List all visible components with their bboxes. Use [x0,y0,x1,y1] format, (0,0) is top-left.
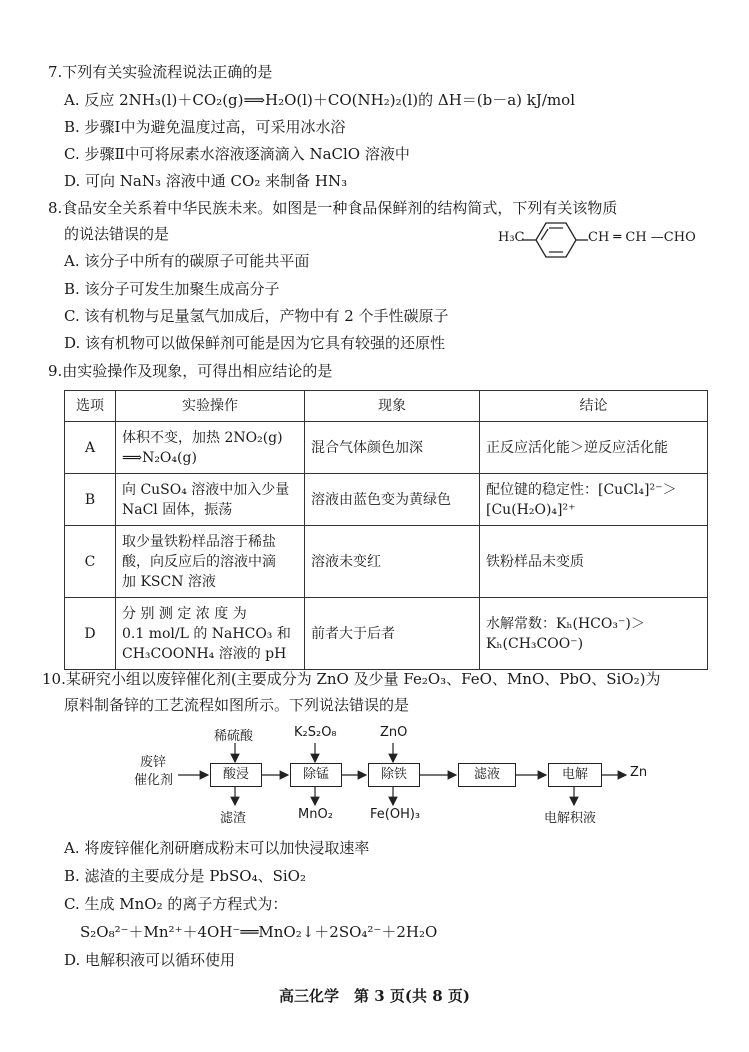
conclusion-line: 水解常数：Kₕ(HCO₃⁻)＞ [486,615,645,632]
q10-stem-line1: 10.某研究小组以废锌催化剂(主要成分为 ZnO 及少量 Fe₂O₃、FeO、MnO、PbO、SiO₂)为 [42,670,661,688]
conclusion-line: 配位键的稳定性：[CuCl₄]²⁻＞ [486,481,677,498]
q7-option-d: D. 可向 NaN₃ 溶液中通 CO₂ 来制备 HN₃ [64,172,348,190]
conclusion-line: Kₕ(CH₃COO⁻) [486,635,584,652]
reagent-zno: ZnO [380,725,408,740]
flow-input-bottom: 催化剂 [134,773,174,788]
option-cell: C [65,526,116,598]
phenomenon-cell: 混合气体颜色加深 [305,422,480,474]
experiment-table [64,390,708,670]
reagent-dilute-sulfuric-acid: 稀硫酸 [214,729,254,744]
page-footer: 高三化学 第 3 页(共 8 页) [279,987,470,1005]
operation-line: NaCl 固体，振荡 [122,501,233,518]
table-row [65,526,708,598]
q8-option-b: B. 该分子可发生加聚生成高分子 [64,280,280,298]
flow-step-electrolysis: 电解 [548,763,602,787]
q9-stem: 9.由实验操作及现象，可得出相应结论的是 [48,362,333,380]
flow-step-remove-fe: 除铁 [368,763,420,787]
operation-line: 加 KSCN 溶液 [122,573,216,590]
table-header-cell: 选项 [65,391,116,422]
q7-option-b: B. 步骤Ⅰ中为避免温度过高，可采用冰水浴 [64,118,346,136]
operation-line: 向 CuSO₄ 溶液中加入少量 [122,481,290,498]
conclusion-line: 正反应活化能＞逆反应活化能 [486,439,668,456]
q8-option-d: D. 该有机物可以做保鲜剂可能是因为它具有较强的还原性 [64,334,446,352]
operation-line: 体积不变，加热 2NO₂(g) [122,429,283,446]
table-header-cell: 结论 [480,391,708,422]
flow-step-filtrate: 滤液 [458,763,516,787]
conclusion-cell [480,422,708,474]
q8-option-c: C. 该有机物与足量氢气加成后，产物中有 2 个手性碳原子 [64,307,449,325]
q10-option-a: A. 将废锌催化剂研磨成粉末可以加快浸取速率 [64,839,370,857]
option-cell: A [65,422,116,474]
q7-stem: 7.下列有关实验流程说法正确的是 [48,63,273,81]
table-row [65,598,708,670]
q10-equation: S₂O₈²⁻＋Mn²⁺＋4OH⁻══MnO₂↓＋2SO₄²⁻＋2H₂O [80,923,438,941]
q7-option-a: A. 反应 2NH₃(l)＋CO₂(g)⟹H₂O(l)＋CO(NH₂)₂(l)的 ΔH＝(b－a) kJ/mol [64,91,576,109]
table-row [65,474,708,526]
flow-input-top: 废锌 [140,755,167,770]
phenomenon-cell: 前者大于后者 [305,598,480,670]
operation-line: 取少量铁粉样品溶于稀盐 [122,533,276,550]
conclusion-cell: 铁粉样品未变质 [480,526,708,598]
q8-stem-line1: 8.食品安全关系着中华民族未来。如图是一种食品保鲜剂的结构简式，下列有关该物质 [48,199,618,217]
byproduct-fe-oh-3: Fe(OH)₃ [370,807,421,822]
structure-methyl-label: H₃C [498,230,525,245]
option-cell: D [65,598,116,670]
operation-cell [116,422,305,474]
byproduct-electrolyte: 电解积液 [544,811,597,826]
flow-step-remove-mn: 除锰 [290,763,342,787]
byproduct-mno2: MnO₂ [298,807,333,822]
table-header-row [65,391,708,422]
operation-cell [116,598,305,670]
operation-line: 分 别 测 定 浓 度 为 [122,605,247,622]
phenomenon-cell: 溶液未变红 [305,526,480,598]
reagent-k2s2o8: K₂S₂O₈ [294,725,337,740]
conclusion-cell [480,474,708,526]
operation-line: 0.1 mol/L 的 NaHCO₃ 和 [122,625,291,642]
q10-stem-line2: 原料制备锌的工艺流程如图所示。下列说法错误的是 [64,696,410,714]
table-header-cell: 现象 [305,391,480,422]
process-flowchart [120,725,680,825]
q7-option-c: C. 步骤Ⅱ中可将尿素水溶液逐滴滴入 NaClO 溶液中 [64,145,410,163]
q10-option-d: D. 电解积液可以循环使用 [64,951,236,969]
structure-chain-label: CH ═ CH —CHO [588,230,696,245]
conclusion-cell [480,598,708,670]
flow-step-acid-leach: 酸浸 [210,763,262,787]
option-cell: B [65,474,116,526]
byproduct-residue: 滤渣 [220,811,247,826]
operation-cell [116,526,305,598]
table-header-cell: 实验操作 [116,391,305,422]
q8-option-a: A. 该分子中所有的碳原子可能共平面 [64,252,310,270]
table-row [65,422,708,474]
q8-stem-line2: 的说法错误的是 [64,225,170,243]
conclusion-line: [Cu(H₂O)₄]²⁺ [486,501,576,518]
operation-cell [116,474,305,526]
operation-line: 酸，向反应后的溶液中滴 [122,553,276,570]
operation-line: CH₃COONH₄ 溶液的 pH [122,645,287,662]
q10-option-b: B. 滤渣的主要成分是 PbSO₄、SiO₂ [64,867,306,885]
operation-line: ⟹N₂O₄(g) [122,449,197,466]
q10-option-c: C. 生成 MnO₂ 的离子方程式为： [64,895,288,913]
structure-formula [498,216,728,266]
phenomenon-cell: 溶液由蓝色变为黄绿色 [305,474,480,526]
flow-output-zn: Zn [630,765,648,780]
